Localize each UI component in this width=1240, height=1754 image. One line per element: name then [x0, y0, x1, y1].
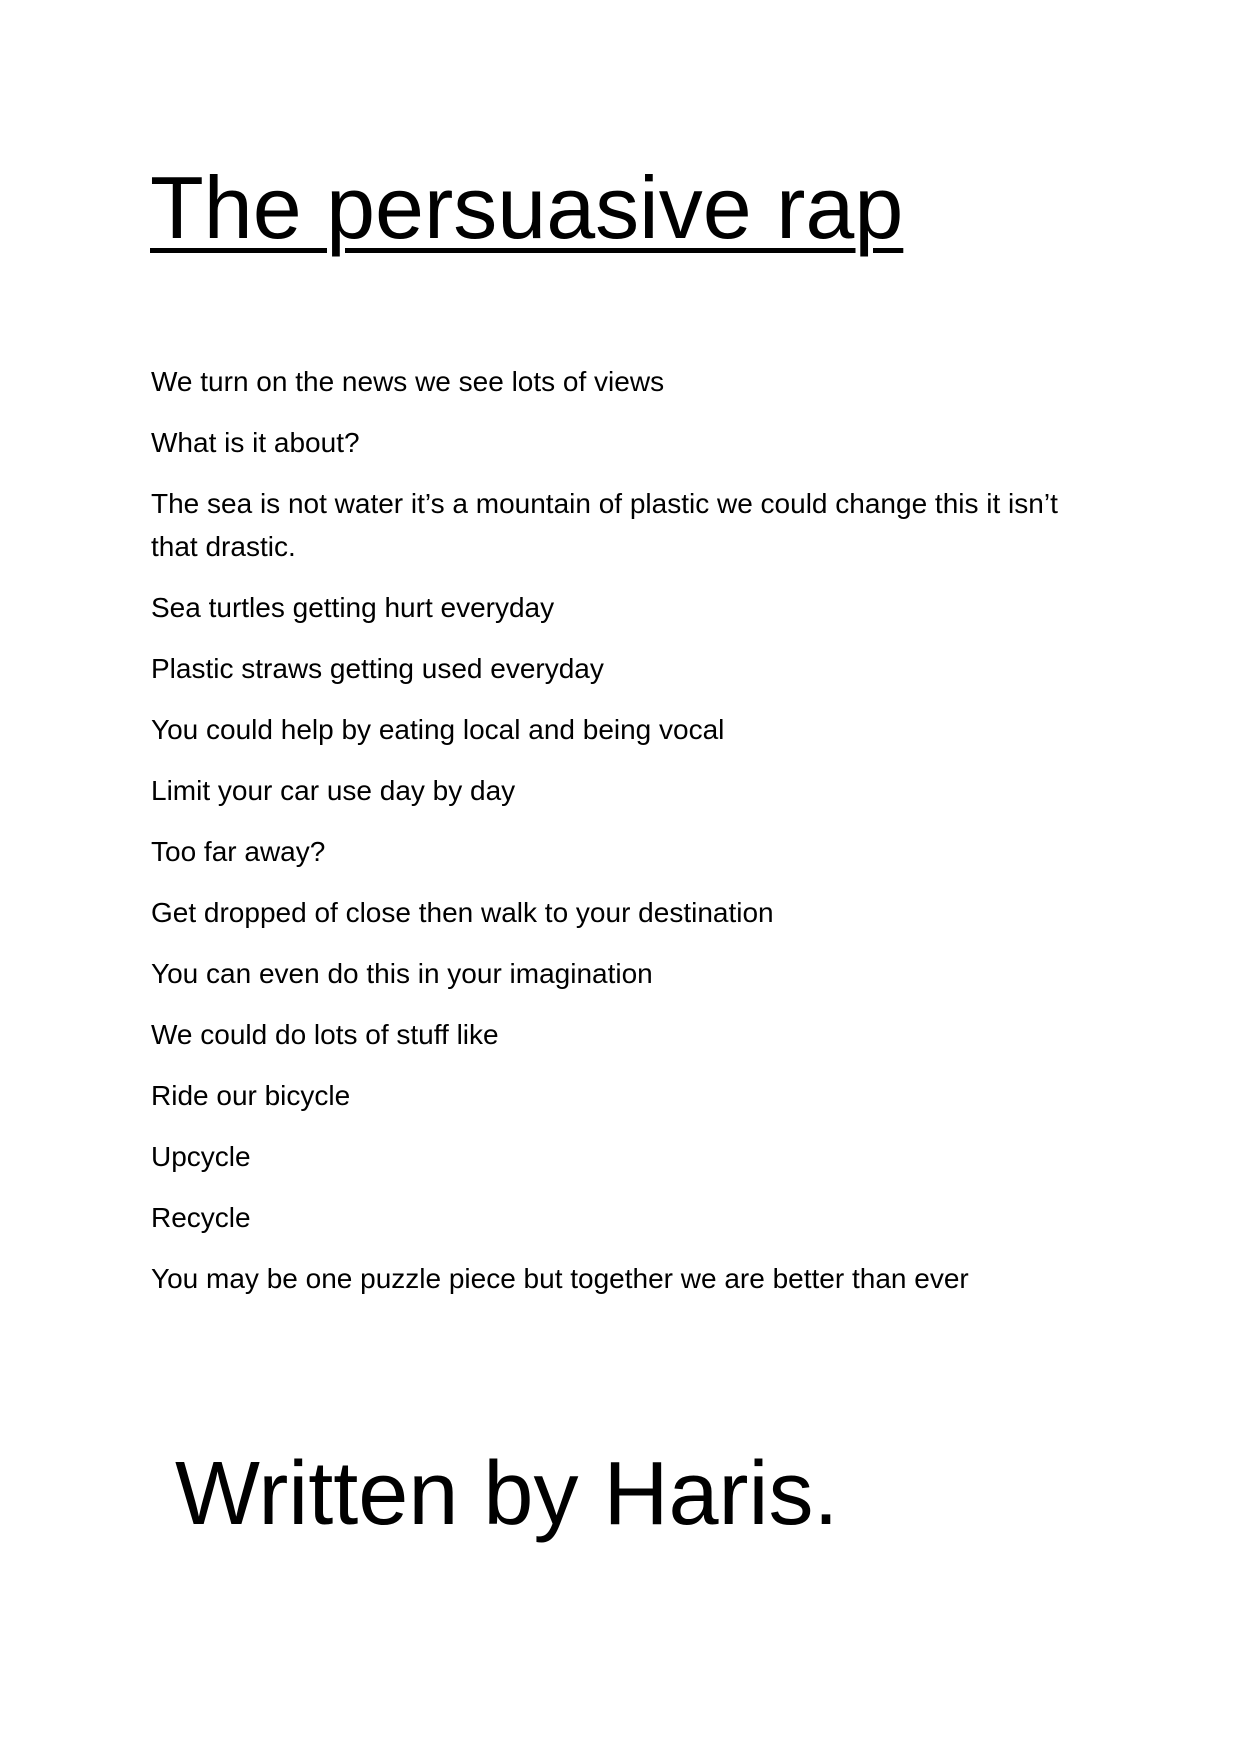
lyric-line: Recycle — [151, 1202, 251, 1233]
document-title: The persuasive rap — [150, 158, 904, 257]
lyric-line: Ride our bicycle — [151, 1080, 351, 1111]
lyric-line: We could do lots of stuff like — [151, 1019, 499, 1050]
lyric-line: Sea turtles getting hurt everyday — [151, 592, 555, 623]
lyric-line: Plastic straws getting used everyday — [151, 653, 604, 684]
lyrics-list — [151, 360, 1111, 1318]
lyric-line: Upcycle — [151, 1141, 251, 1172]
lyric-line: What is it about? — [151, 427, 360, 458]
lyric-line: We turn on the news we see lots of views — [151, 366, 665, 397]
lyric-line: You may be one puzzle piece but together we are better than ever — [151, 1263, 969, 1294]
author-byline: Written by Haris. — [175, 1444, 839, 1544]
lyric-line: Limit your car use day by day — [151, 775, 516, 806]
lyric-line: Get dropped of close then walk to your destination — [151, 897, 774, 928]
lyric-line: You could help by eating local and being vocal — [151, 714, 725, 745]
lyric-line: The sea is not water it’s a mountain of plastic we could change this it isn’t that drastic. — [151, 488, 1058, 562]
lyric-line: Too far away? — [151, 836, 326, 867]
lyric-line: You can even do this in your imagination — [151, 958, 653, 989]
